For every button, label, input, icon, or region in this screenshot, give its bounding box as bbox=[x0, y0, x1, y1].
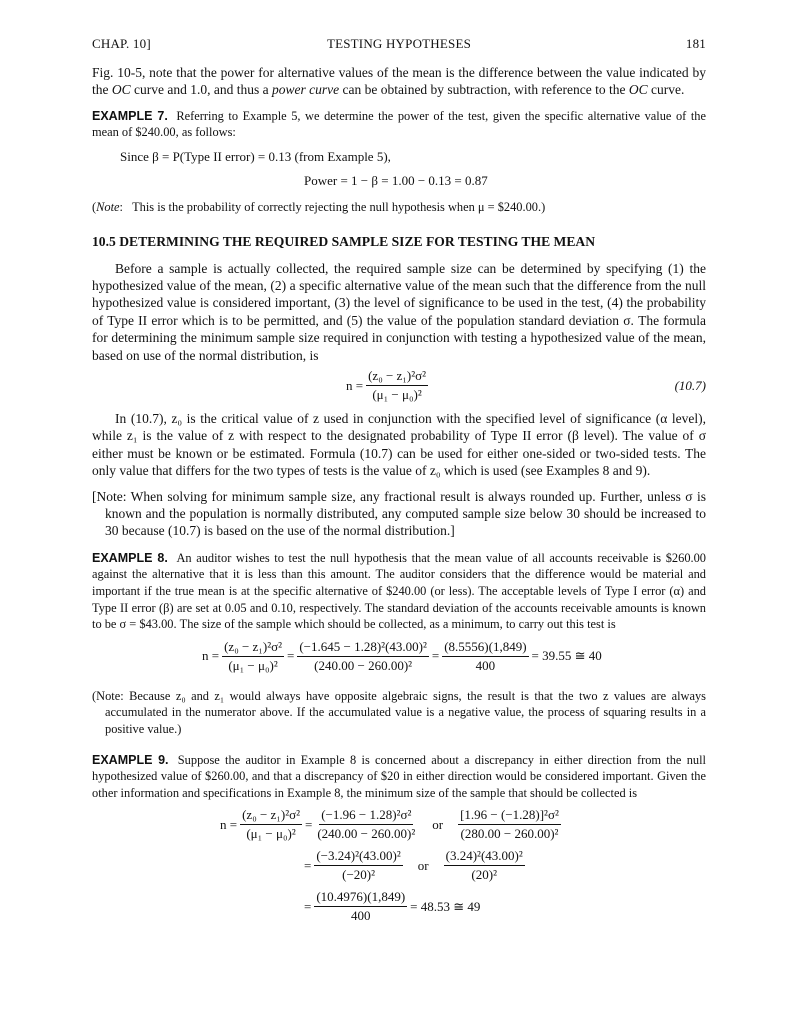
example-8-label: EXAMPLE 8. bbox=[92, 550, 168, 565]
example-9 bbox=[92, 752, 706, 802]
formula-10-7: n = $\frac{\text{(z₀ − z₁)²σ²}}{\text{(μ₁ − μ₀)²}}$ (10.7) bbox=[346, 368, 706, 403]
section-paragraph-1: Before a sample is actually collected, the required sample size can be determined by specifying (1) the hypothesized value of the mean, (2) a specific alternative value of the mean such that the difference from the null hypothesized value is considered important, (3) the level of significance to be used in the test, (4) the probability of Type II error which is to be permitted, and (5) the value of the population standard deviation σ. The formula for determining the minimum sample size required in conjunction with testing a hypothesized value of the mean, based on use of the normal distribution, is bbox=[92, 260, 706, 363]
intro-paragraph: Fig. 10-5, note that the power for alternative values of the mean is the difference between the value indicated by the OC curve and 1.0, and thus a power curve can be obtained by subtraction, with reference to the OC curve. bbox=[92, 65, 706, 98]
example-9-equation-row-2: = $\frac{\text{(−3.24)²(43.00)²}}{\text{(−20)²}}$ or $\frac{\text{(3.24)²(43.00)²}}{\text{(20)²}}$ bbox=[304, 848, 523, 883]
example-9-equation-row-3: = $\frac{(10.4976)(1,849)}{400}$ = 48.53 ≅ 49 bbox=[304, 889, 481, 924]
running-header bbox=[92, 36, 706, 52]
example-7-label: EXAMPLE 7. bbox=[92, 108, 168, 123]
formula-fraction: $\frac{\text{(z₀ − z₁)²σ²}}{\text{(μ₁ − μ₀)²}}$ bbox=[368, 368, 426, 403]
chapter-label: CHAP. 10] bbox=[92, 36, 151, 51]
example-7-text: Referring to Example 5, we determine the power of the test, given the specific alternative value of the mean of $240.00, as follows: bbox=[92, 108, 706, 140]
example-8-text: An auditor wishes to test the null hypothesis that the mean value of all accounts receivable is $260.00 against the alternative that it is less than this amount. The auditor considers that the difference would be material and important if the true mean is at the specific alternative of $240.00 (or less). The acceptable levels of Type I error (α) and Type II error (β) are set at 0.05 and 0.10, respectively. The standard deviation of the accounts receivable amounts is known to be σ = $43.00. The size of the sample which should be collected, as a minimum, to carry out this test is bbox=[92, 550, 706, 632]
section-note: [Note: When solving for minimum sample size, any fractional result is always rounded up. Further, unless σ is known and the population is normally distributed, any computed sample size below 30 should be increased to 30 because (10.7) is based on the use of the normal distribution.] bbox=[92, 488, 706, 539]
running-title: TESTING HYPOTHESES bbox=[326, 36, 472, 51]
example-9-text: Suppose the auditor in Example 8 is concerned about a discrepancy in either direction from the null hypothesized value of $260.00, and that a discrepancy of $20 in either direction would be considered important. Given the other information and specifications in Example 8, the minimum size of the sample that should be collected is bbox=[92, 752, 706, 800]
section-paragraph-2: In (10.7), z₀ is the critical value of z used in conjunction with the specified level of significance (α level), while z₁ is the value of z with respect to the designated probability of Type II error (β level). The value of σ either must be known or be estimated. Formula (10.7) can be used for either one-sided or two-sided tests. The only value that differs for the two types of tests is the value of z₀ which is used (see Examples 8 and 9). bbox=[92, 411, 706, 479]
equation-number: (10.7) bbox=[674, 378, 706, 394]
example-9-equation-row-1: n = $\frac{\text{(z₀ − z₁)²σ²}}{\text{(μ₁ − μ₀)²}}$ = $\frac{\text{(−1.96 − 1.28)²σ²}}{\text{(240.00 − 260.00)²}}$ or $\frac{\text{[1.96 − (−1.28)]²σ²}}{\text{(280.00 − 260.00)²}}$ bbox=[220, 807, 559, 842]
example-8 bbox=[92, 550, 706, 633]
page-number: 181 bbox=[685, 36, 706, 51]
example-7 bbox=[92, 108, 706, 141]
example-8-equation: n = $\frac{\text{(z₀ − z₁)²σ²}}{\text{(μ₁ − μ₀)²}}$ = $\frac{\text{(−1.645 − 1.28)²(43.00)²}}{\text{(240.00 − 260.00)²}}$ = $\frac{(8.5556)(1,849)}{400}$ = 39.55 ≅ 40 bbox=[202, 638, 602, 673]
example-9-label: EXAMPLE 9. bbox=[92, 752, 169, 767]
example-7-power: Power = 1 − β = 1.00 − 0.13 = 0.87 bbox=[304, 173, 488, 188]
page bbox=[92, 36, 706, 924]
example-8-note: (Note: Because z₀ and z₁ would always have opposite algebraic signs, the result is that the two z values are always accumulated in the numerator above. If the accumulated value is a negative value, the process of squaring results in a positive value.) bbox=[92, 688, 706, 737]
section-heading: 10.5 DETERMINING THE REQUIRED SAMPLE SIZE FOR TESTING THE MEAN bbox=[92, 233, 596, 249]
example-7-note: (Note: This is the probability of correctly rejecting the null hypothesis when μ = $240.00.) bbox=[92, 200, 546, 214]
example-7-line1: Since β = P(Type II error) = 0.13 (from Example 5), bbox=[120, 149, 391, 164]
